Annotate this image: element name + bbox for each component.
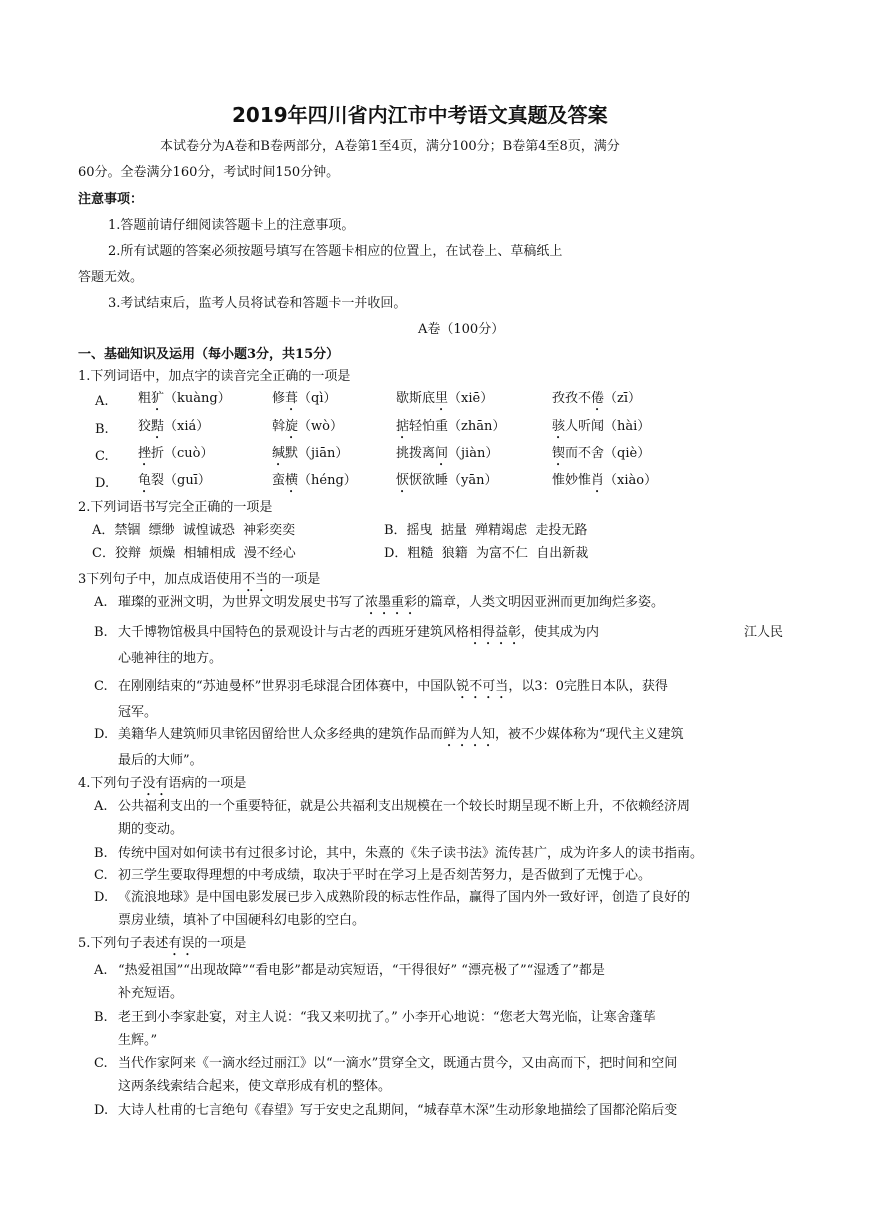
- q1-word: 孜孜不倦（zī）: [552, 391, 642, 406]
- q1-word: 挑拨离间（jiàn）: [396, 446, 499, 461]
- q1-word: 恹恹欲睡（yān）: [396, 473, 498, 488]
- question-5-stem: 5.下列句子表述有误的一项是: [78, 936, 247, 951]
- q4-option-letter: C.: [94, 868, 108, 883]
- q5-option-letter: B.: [94, 1010, 108, 1025]
- q2-option-a: A．禁锢 缥缈 诚惶诚恐 神彩奕奕: [92, 523, 296, 538]
- q3-option-letter: B.: [94, 625, 108, 640]
- notes-heading: 注意事项：: [78, 192, 144, 207]
- q1-option-letter: A.: [95, 394, 109, 409]
- q3-option-b-right: 江人民: [744, 625, 784, 640]
- q3-option-c: 在刚刚结束的“苏迪曼杯”世界羽毛球混合团体赛中，中国队锐不可当，以3：0完胜日本队，获得: [118, 679, 668, 694]
- q1-word: 修葺（qì）: [272, 391, 337, 406]
- q5-option-b-cont: 生辉。”: [118, 1033, 158, 1048]
- note-item-3: 3.考试结束后，监考人员将试卷和答题卡一并收回。: [108, 296, 407, 311]
- q5-option-d: 大诗人杜甫的七言绝句《春望》写于安史之乱期间，“城春草木深”生动形象地描绘了国都沦陷后变: [118, 1103, 678, 1118]
- question-4-stem: 4.下列句子没有语病的一项是: [78, 776, 247, 791]
- intro-line-1: 本试卷分为A卷和B卷两部分，A卷第1至4页，满分100分；B卷第4至8页，满分: [160, 139, 620, 154]
- q1-word: 掂轻怕重（zhān）: [396, 419, 506, 434]
- q2-option-c: C．狡辩 烦燥 相辅相成 漫不经心: [92, 546, 296, 561]
- q4-option-d-cont: 票房业绩，填补了中国硬科幻电影的空白。: [118, 913, 366, 928]
- q1-word: 惟妙惟肖（xiào）: [552, 473, 658, 488]
- q4-option-c: 初三学生要取得理想的中考成绩，取决于平时在学习上是否刻苦努力，是否做到了无愧于心。: [118, 868, 652, 883]
- q1-option-letter: D.: [95, 476, 110, 491]
- question-2-stem: 2.下列词语书写完全正确的一项是: [78, 500, 273, 515]
- q1-word: 蛮横（héng）: [272, 473, 357, 488]
- q4-option-a-cont: 期的变动。: [118, 822, 184, 837]
- note-item-1: 1.答题前请仔细阅读答题卡上的注意事项。: [108, 218, 355, 233]
- note-item-2-cont: 答题无效。: [78, 270, 144, 285]
- q1-word: 歇斯底里（xiē）: [396, 391, 494, 406]
- question-1-stem: 1.下列词语中，加点字的读音完全正确的一项是: [78, 369, 351, 384]
- q1-option-letter: C.: [95, 449, 109, 464]
- q3-option-d-cont: 最后的大师”。: [118, 753, 203, 768]
- q4-option-letter: B.: [94, 846, 108, 861]
- q1-word: 龟裂（guī）: [138, 473, 211, 488]
- q3-option-letter: A.: [94, 595, 108, 610]
- q1-word: 锲而不舍（qiè）: [552, 446, 651, 461]
- q1-word: 缄默（jiān）: [272, 446, 349, 461]
- part-one-heading: 一、基础知识及运用（每小题3分，共15分）: [78, 347, 340, 362]
- q1-word: 斡旋（wò）: [272, 419, 343, 434]
- q5-option-c-cont: 这两条线索结合起来，使文章形成有机的整体。: [118, 1079, 392, 1094]
- q5-option-letter: C.: [94, 1056, 108, 1071]
- q4-option-letter: A.: [94, 799, 108, 814]
- section-a-heading: A卷（100分）: [418, 322, 505, 337]
- q2-option-b: B．摇曳 掂量 殚精竭虑 走投无路: [384, 523, 588, 538]
- question-3-stem: 3下列句子中，加点成语使用不当的一项是: [78, 572, 321, 587]
- q4-option-a: 公共福利支出的一个重要特征，就是公共福利支出规模在一个较长时期呈现不断上升，不依赖经济周: [118, 799, 691, 814]
- q5-option-letter: D.: [94, 1103, 109, 1118]
- q3-option-d: 美籍华人建筑师贝聿铭因留给世人众多经典的建筑作品而鲜为人知，被不少媒体称为“现代主义建筑: [118, 727, 684, 742]
- q3-option-c-cont: 冠军。: [118, 705, 158, 720]
- q3-option-b-cont: 心驰神往的地方。: [118, 651, 223, 666]
- q1-word: 挫折（cuò）: [138, 446, 214, 461]
- q1-option-letter: B.: [95, 422, 109, 437]
- q3-option-a: 璀璨的亚洲文明，为世界文明发展史书写了浓墨重彩的篇章，人类文明因亚洲而更加绚烂多姿。: [118, 595, 665, 610]
- q3-option-b: 大千博物馆极具中国特色的景观设计与古老的西班牙建筑风格相得益彰，使其成为内: [118, 625, 600, 640]
- page-title: 2019年四川省内江市中考语文真题及答案: [232, 103, 608, 127]
- q1-word: 骇人听闻（hài）: [552, 419, 651, 434]
- q5-option-a: “热爱祖国”“出现故障”“看电影”都是动宾短语，“干得很好” “漂亮极了”“湿透了”都是: [118, 963, 605, 978]
- q1-word: 粗犷（kuàng）: [138, 391, 231, 406]
- q3-option-letter: D.: [94, 727, 109, 742]
- q4-option-d: 《流浪地球》是中国电影发展已步入成熟阶段的标志性作品，赢得了国内外一致好评，创造了良好的: [118, 890, 691, 905]
- intro-line-2: 60分。全卷满分160分，考试时间150分钟。: [78, 165, 340, 180]
- q4-option-b: 传统中国对如何读书有过很多讨论，其中，朱熹的《朱子读书法》流传甚广，成为许多人的读书指南。: [118, 846, 704, 861]
- q5-option-c: 当代作家阿来《一滴水经过丽江》以“一滴水”贯穿全文，既通古贯今，又由高而下，把时间和空间: [118, 1056, 678, 1071]
- q5-option-b: 老王到小李家赴宴，对主人说：“我又来叨扰了。” 小李开心地说：“您老大驾光临，让寒舍蓬荜: [118, 1010, 656, 1025]
- q1-word: 狡黠（xiá）: [138, 419, 210, 434]
- q2-option-d: D．粗糙 狼籍 为富不仁 自出新裁: [384, 546, 589, 561]
- note-item-2: 2.所有试题的答案必须按题号填写在答题卡相应的位置上，在试卷上、草稿纸上: [108, 244, 563, 259]
- q5-option-a-cont: 补充短语。: [118, 986, 184, 1001]
- q4-option-letter: D.: [94, 890, 109, 905]
- q3-option-letter: C.: [94, 679, 108, 694]
- q5-option-letter: A.: [94, 963, 108, 978]
